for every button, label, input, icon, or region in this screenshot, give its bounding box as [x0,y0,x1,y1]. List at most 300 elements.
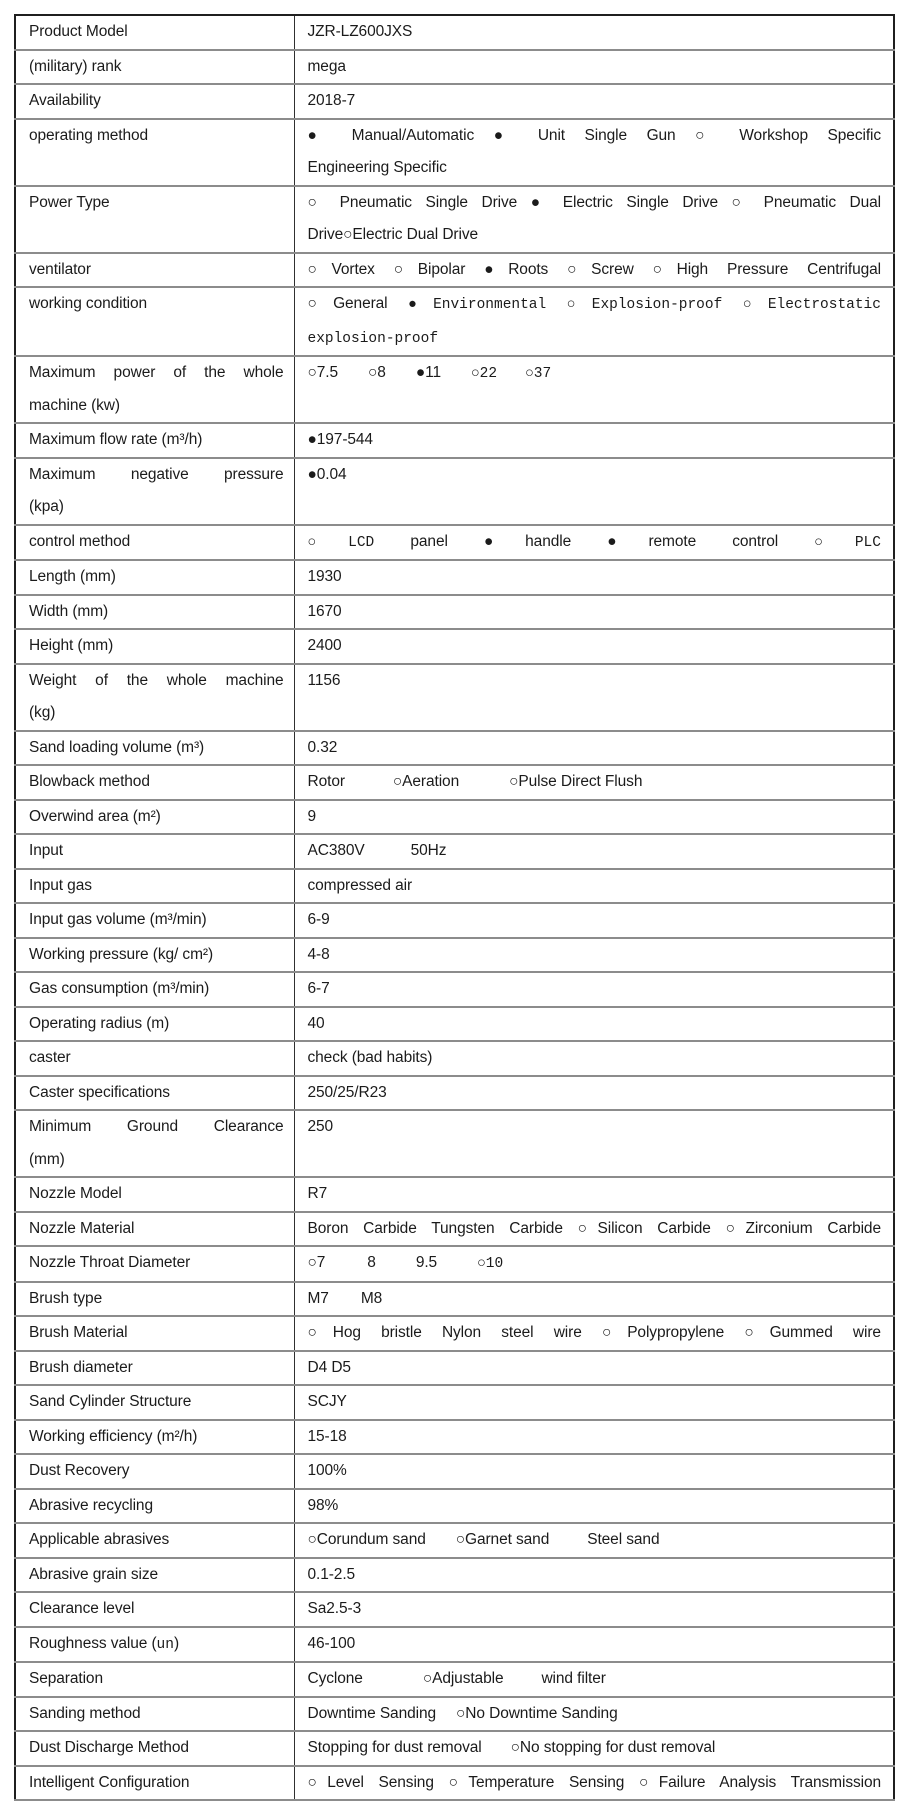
spec-label-cell [15,903,294,938]
spec-label-cell [15,560,294,595]
text-line [308,665,882,698]
text-token: Nozzle Model [29,1185,122,1202]
spec-value-cell [294,869,894,904]
text-line [308,357,882,391]
radio-option: ○Vortex [307,260,375,278]
text-line [308,1593,882,1626]
spec-label-cell [15,834,294,869]
table-row [15,1351,894,1386]
text-line [29,1628,284,1662]
radio-option: ○Pulse Direct Flush [509,773,643,790]
radio-option: ○Failure Analysis Transmission [638,1773,881,1791]
text-token: control method [29,532,131,550]
text-line [308,1490,882,1523]
text-line [29,16,284,49]
spec-label-cell [15,938,294,973]
spec-label-cell [15,1592,294,1627]
text-line [29,288,284,321]
text-token: Cyclone [307,1670,363,1687]
text-token: AC380V [307,842,365,859]
text-line [308,1732,882,1765]
text-line [308,219,882,252]
text-line [308,459,882,492]
text-line [29,1283,284,1316]
text-token: Dust Recovery [29,1462,130,1479]
text-line [308,1042,882,1075]
text-line [29,732,284,765]
text-token: Weight of the whole machine [29,671,284,689]
text-token: Length (mm) [29,568,116,585]
text-token: Gas consumption (m³/min) [29,980,210,997]
text-line [308,1698,882,1731]
text-token: ) [173,1634,180,1652]
radio-option: ●0.04 [307,465,347,483]
spec-value-cell [294,1697,894,1732]
radio-option: ○Corundum sand [307,1531,426,1548]
text-token: operating method [29,126,149,144]
text-line [308,596,882,629]
radio-option: ●197-544 [307,431,373,448]
text-line [308,1559,882,1592]
table-row [15,1076,894,1111]
spec-value-cell [294,458,894,525]
radio-option: ●handle [483,532,572,550]
table-row [15,423,894,458]
text-token: Clearance level [29,1600,135,1617]
text-token: mega [307,57,346,75]
text-token: explosion-proof [307,330,439,347]
table-row [15,1420,894,1455]
text-line [308,835,882,868]
text-token: Roughness value ( [29,1634,157,1652]
text-line [308,187,882,220]
spec-value-cell [294,1041,894,1076]
text-token: 2018-7 [307,92,356,109]
spec-label-cell [15,1523,294,1558]
spec-label-cell [15,1246,294,1282]
radio-option: ●Roots [484,260,549,278]
table-row [15,1110,894,1177]
spec-label-cell [15,1489,294,1524]
text-token: caster [29,1049,71,1066]
spec-label-cell [15,423,294,458]
spec-value-cell [294,1385,894,1420]
text-line [29,1386,284,1419]
radio-option: ○10 [477,1256,504,1272]
spec-value-cell [294,800,894,835]
table-row [15,15,894,50]
spec-value-cell [294,1454,894,1489]
radio-option: ●Environmental [408,297,547,313]
table-row [15,84,894,119]
spec-label-cell [15,253,294,288]
text-line [308,870,882,903]
table-row [15,1592,894,1627]
text-token: Minimum Ground Clearance [29,1118,284,1135]
text-token: 100% [307,1462,347,1479]
text-line [29,1213,284,1246]
spec-value-cell [294,1246,894,1282]
spec-value-cell [294,1212,894,1247]
text-line [29,904,284,937]
spec-label-cell [15,1662,294,1697]
table-row [15,186,894,253]
spec-value-cell [294,834,894,869]
radio-option: ○Temperature Sensing [448,1773,625,1791]
text-token: Intelligent Configuration [29,1773,190,1791]
radio-option: ○Aeration [392,773,460,790]
spec-label-cell [15,525,294,561]
spec-table [14,14,895,1801]
spec-value-cell [294,1592,894,1627]
spec-label-cell [15,1731,294,1766]
text-token: (kpa) [29,498,64,515]
spec-value-cell [294,1007,894,1042]
text-token: Abrasive grain size [29,1565,159,1583]
spec-label-cell [15,1316,294,1351]
text-token: 1670 [307,602,342,620]
table-row [15,765,894,800]
text-token: D4 D5 [307,1358,351,1376]
radio-option: ●11 [415,364,441,381]
radio-option: ○Electrostatic [742,297,881,313]
text-token: 98% [307,1496,339,1514]
text-token: Applicable abrasives [29,1531,170,1548]
spec-label-cell [15,731,294,766]
spec-value-cell [294,972,894,1007]
radio-option: ○Bipolar [393,260,466,278]
text-token: 4-8 [307,945,330,963]
radio-option: ○ Pneumatic Single Drive [307,193,518,211]
text-token: Steel sand [587,1531,660,1548]
text-line [308,288,882,322]
text-line [29,254,284,287]
text-token: ventilator [29,260,91,278]
spec-label-cell [15,1454,294,1489]
spec-value-cell [294,1766,894,1801]
radio-option: ○General [307,295,388,312]
radio-option: ○ Workshop Specific [695,126,882,144]
text-token: 0.1-2.5 [307,1565,356,1583]
text-line [29,835,284,868]
spec-value-cell [294,1558,894,1593]
table-row [15,50,894,85]
text-token: Input [29,842,63,859]
table-row [15,1558,894,1593]
spec-label-cell [15,1351,294,1386]
text-line [308,424,882,457]
text-line [29,630,284,663]
text-token: Blowback method [29,773,150,790]
spec-value-cell [294,119,894,186]
spec-value-cell [294,629,894,664]
text-line [29,357,284,390]
text-token: Rotor [307,773,345,790]
text-line [29,939,284,972]
table-row [15,800,894,835]
radio-option: ○37 [525,366,552,382]
spec-label-cell [15,629,294,664]
text-token: 40 [307,1014,325,1032]
table-row [15,1662,894,1697]
spec-value-cell [294,50,894,85]
text-token: Brush diameter [29,1358,133,1376]
text-token: Engineering Specific [307,159,447,176]
table-row [15,1282,894,1317]
spec-label-cell [15,287,294,356]
text-line [308,1317,882,1350]
text-token: Brush Material [29,1324,128,1341]
spec-table-body [15,15,894,1800]
text-token: Power Type [29,193,110,211]
text-token: 50Hz [410,842,447,859]
text-token: Nozzle Throat Diameter [29,1254,191,1271]
spec-value-cell [294,595,894,630]
table-row [15,1316,894,1351]
radio-option: ○High Pressure Centrifugal [652,260,882,278]
text-token: 46-100 [307,1634,356,1652]
spec-value-cell [294,1316,894,1351]
text-line [308,254,882,287]
table-row [15,1454,894,1489]
text-line [308,1352,882,1385]
text-token: Abrasive recycling [29,1496,153,1514]
spec-label-cell [15,1627,294,1663]
spec-label-cell [15,1177,294,1212]
spec-label-cell [15,1282,294,1317]
text-token: Product Model [29,23,128,40]
text-token: 6-7 [307,980,330,997]
text-token: Separation [29,1670,103,1687]
table-row [15,356,894,423]
table-row [15,834,894,869]
text-token: (military) rank [29,57,122,75]
text-token: check (bad habits) [307,1049,433,1066]
spec-value-cell [294,1076,894,1111]
spec-label-cell [15,869,294,904]
radio-option: ○Polypropylene [601,1324,725,1341]
text-line [29,1352,284,1385]
text-line [29,596,284,629]
spec-value-cell [294,1282,894,1317]
text-line [29,120,284,153]
text-token: Stopping for dust removal [307,1739,482,1756]
spec-value-cell [294,938,894,973]
spec-label-cell [15,800,294,835]
text-line [308,766,882,799]
radio-option: ● Manual/Automatic [307,126,475,144]
table-row [15,1697,894,1732]
text-token: un [156,1636,174,1653]
text-token: Input gas [29,876,92,894]
radio-option: ○8 [368,364,386,381]
table-row [15,1489,894,1524]
spec-label-cell [15,356,294,423]
radio-option: ○Level Sensing [307,1773,434,1791]
text-line [29,766,284,799]
spec-value-cell [294,664,894,731]
text-line [29,1698,284,1731]
text-line [29,1144,284,1177]
text-line [308,120,882,153]
text-token: 250/25/R23 [307,1083,387,1101]
spec-value-cell [294,1731,894,1766]
text-token: 15-18 [307,1427,347,1445]
text-line [308,801,882,834]
text-token: Maximum negative pressure [29,465,284,483]
text-line [308,904,882,937]
radio-option: ○Adjustable [422,1670,504,1687]
spec-value-cell [294,287,894,356]
spec-value-cell [294,1110,894,1177]
text-line [29,1732,284,1765]
spec-value-cell [294,1523,894,1558]
text-token: Availability [29,92,101,109]
text-line [308,322,882,356]
table-row [15,1212,894,1247]
radio-option: ○7.5 [307,364,339,381]
table-row [15,731,894,766]
radio-option: ○LCD [307,534,375,551]
radio-option: ●remote control [607,532,779,550]
spec-label-cell [15,1076,294,1111]
text-token: 1930 [307,568,342,585]
text-token: Sand Cylinder Structure [29,1393,192,1410]
radio-option: ○22 [470,366,498,382]
table-row [15,595,894,630]
radio-option: ○No Downtime Sanding [456,1704,618,1722]
text-line [308,732,882,765]
text-line [29,1490,284,1523]
text-token: Working efficiency (m²/h) [29,1427,198,1445]
radio-option: ○Hog bristle Nylon steel wire [307,1324,582,1341]
text-line [308,1663,882,1696]
radio-option: ○No stopping for dust removal [510,1739,716,1756]
spec-label-cell [15,50,294,85]
text-line [308,1455,882,1488]
spec-value-cell [294,1177,894,1212]
spec-label-cell [15,664,294,731]
text-token: Overwind area (m²) [29,807,161,825]
text-token: Maximum power of the whole [29,364,284,381]
spec-label-cell [15,15,294,50]
text-line [308,973,882,1006]
text-token: 9.5 [415,1254,438,1271]
text-token: R7 [307,1185,328,1202]
text-token: Input gas volume (m³/min) [29,911,207,928]
spec-value-cell [294,1489,894,1524]
radio-option: ○PLC [814,534,881,551]
table-row [15,1523,894,1558]
spec-value-cell [294,356,894,423]
text-token: (mm) [29,1150,65,1168]
text-token: Boron Carbide Tungsten Carbide [307,1219,563,1237]
text-line [29,665,284,698]
spec-label-cell [15,595,294,630]
text-line [308,1178,882,1211]
spec-label-cell [15,1697,294,1732]
text-token: M7 [307,1289,329,1307]
text-line [29,1178,284,1211]
text-line [29,1524,284,1557]
text-line [308,1386,882,1419]
spec-value-cell [294,1627,894,1663]
text-line [29,1077,284,1110]
text-line [29,1559,284,1592]
table-row [15,1731,894,1766]
text-line [308,1077,882,1110]
text-line [29,187,284,220]
text-token: Brush type [29,1289,103,1307]
spec-value-cell [294,15,894,50]
text-line [29,973,284,1006]
text-line [308,1008,882,1041]
radio-option: ○Silicon Carbide [577,1219,711,1237]
table-row [15,287,894,356]
table-row [15,1766,894,1801]
table-row [15,1627,894,1663]
spec-label-cell [15,1110,294,1177]
spec-value-cell [294,1420,894,1455]
text-line [29,801,284,834]
table-row [15,1007,894,1042]
text-token: compressed air [307,876,413,894]
text-line [308,152,882,185]
radio-option: ○Garnet sand [455,1531,550,1548]
spec-value-cell [294,731,894,766]
text-line [29,1663,284,1696]
table-row [15,525,894,561]
text-token: Maximum flow rate (m³/h) [29,431,203,448]
spec-label-cell [15,186,294,253]
text-token: 250 [307,1118,334,1135]
radio-option: ● Unit Single Gun [493,126,676,144]
text-line [308,1628,882,1661]
text-line [308,51,882,84]
text-token: SCJY [307,1393,347,1410]
text-line [29,424,284,457]
text-line [29,1317,284,1350]
text-token: Sand loading volume (m³) [29,738,205,756]
table-row [15,972,894,1007]
radio-option: ○Zirconium Carbide [725,1219,881,1237]
text-token: Caster specifications [29,1083,170,1101]
text-token: 0.32 [307,738,338,756]
text-line [308,939,882,972]
table-row [15,253,894,288]
text-line [29,459,284,492]
spec-label-cell [15,765,294,800]
text-token: Width (mm) [29,602,109,620]
spec-value-cell [294,423,894,458]
text-token: 9 [307,807,317,825]
spec-value-cell [294,560,894,595]
text-token: 6-9 [307,911,330,928]
text-token: 8 [367,1254,376,1271]
text-token: (kg) [29,704,56,721]
spec-value-cell [294,84,894,119]
table-row [15,664,894,731]
text-token: JZR-LZ600JXS [307,23,413,40]
table-row [15,1246,894,1282]
text-line [308,1283,882,1316]
spec-label-cell [15,972,294,1007]
spec-label-cell [15,1558,294,1593]
text-line [308,1111,882,1144]
spec-value-cell [294,765,894,800]
table-row [15,629,894,664]
text-line [308,1524,882,1557]
